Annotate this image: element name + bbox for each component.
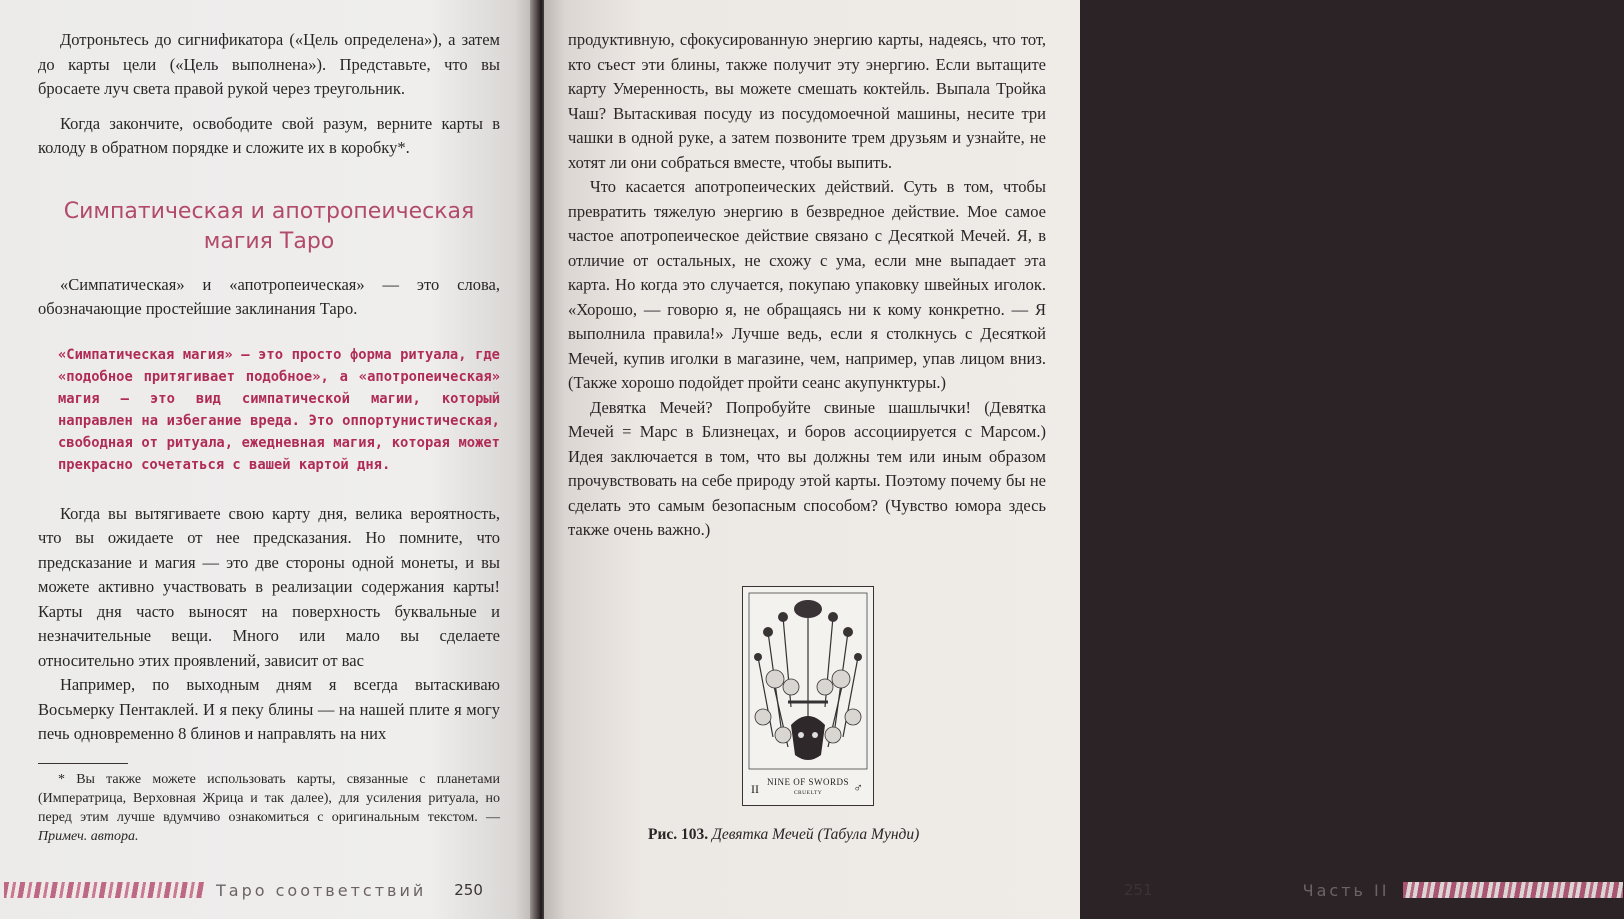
running-title-right: Часть II bbox=[1302, 880, 1390, 900]
footer-ornament-right bbox=[1403, 882, 1623, 898]
paragraph-bottom-2: Например, по выходным дням я всегда вытаскиваю Восьмерку Пентаклей. И я пеку блины — на нашей плите я могу печь одновременно 8 блинов и направлять на них bbox=[38, 675, 500, 743]
footnote-text: * Вы также можете использовать карты, связанные с планетами (Императрица, Верховная Жрица и так далее), для усиления ритуала, но перед этим лучше вдумчиво ознакомиться с оригинальным текстом. — bbox=[38, 771, 500, 825]
left-footer bbox=[0, 877, 536, 903]
section-title-line-2: магия Таро bbox=[203, 228, 335, 254]
paragraph-top-2: Когда закончите, освободите свой разум, верните карты в колоду в обратном порядке и сложите их в коробку*. bbox=[38, 113, 500, 157]
figure-caption-title: Девятка Мечей (Табула Мунди) bbox=[712, 826, 920, 843]
page-number-right: 251 bbox=[1124, 881, 1153, 899]
right-paragraph-1: продуктивную, сфокусированную энергию карты, надеясь, что тот, кто съест эти блины, также получит эту энергию. Если вытащите карту Умеренность, вы можете смешать коктейль. Выпала Тройка Чаш? Вытаскивая посуду из посудомоечной машины, несите три чашки в одной руке, а затем позвоните трем друзьям и узнайте, не хотят ли они собраться вместе, чтобы выпить. bbox=[568, 30, 1046, 172]
footnote bbox=[38, 770, 500, 846]
section-title bbox=[38, 197, 500, 257]
footnote-rule bbox=[38, 763, 128, 764]
right-page bbox=[544, 0, 1390, 919]
right-paragraph-2: Что касается апотропеических действий. Суть в том, чтобы превратить тяжелую энергию в безвредное действие. Мое самое частое апотропеическое действие связано с Десяткой Мечей. Я, в отличие от остальных, не схожу с ума, если мне выпадает эта карта. Но когда это случается, покупаю упаковку швейных иголок. «Хорошо, — говорю я, не обращаясь ни к кому конкретно. — Я выполнила правила!» Лучше ведь, если я столкнусь с Десяткой Мечей, купив иголки в магазине, чем, например, упав лицом вниз. (Также хорошо подойдет пройти сеанс акупунктуры.) bbox=[568, 177, 1046, 392]
paragraph-top-1: Дотроньтесь до сигнификатора («Цель определена»), а затем до карты цели («Цель выполнена»). Представьте, что вы бросаете луч света правой рукой через треугольник. bbox=[38, 30, 500, 98]
card-subtitle: CRUELTY bbox=[793, 790, 823, 796]
card-title: NINE OF SWORDS bbox=[766, 777, 849, 787]
figure-caption-number: Рис. 103. bbox=[648, 826, 709, 843]
section-title-line-1: Симпатическая и апотропеическая bbox=[63, 198, 475, 224]
mars-glyph: ♂ bbox=[853, 780, 863, 795]
tarot-card-figure bbox=[742, 586, 874, 806]
right-page-text bbox=[568, 28, 1046, 543]
figure-caption bbox=[648, 826, 919, 844]
right-paragraph-3: Девятка Мечей? Попробуйте свиные шашлычки! (Девятка Мечей = Марс в Близнецах, и боров ассоциируется с Марсом.) Идея заключается в том, что вы должны тем или иным образом прочувствовать на себе природу этой карты. Поэтому почему бы не сделать это самым безопасным способом? (Чувство юмора здесь также очень важно.) bbox=[568, 397, 1046, 539]
footnote-author: Примеч. автора. bbox=[38, 828, 139, 844]
footer-ornament-left bbox=[4, 882, 204, 898]
gemini-glyph: II bbox=[751, 782, 759, 796]
card-illustration bbox=[743, 587, 873, 773]
left-page bbox=[0, 0, 536, 919]
page-number-left: 250 bbox=[454, 881, 483, 899]
left-page-text bbox=[38, 28, 500, 846]
right-footer bbox=[1088, 877, 1624, 903]
paragraph-bottom-1: Когда вы вытягиваете свою карту дня, велика вероятность, что вы ожидаете от нее предсказания. Но помните, что предсказание и магия — это две стороны одной монеты, и вы можете активно участвовать в реализации содержания карты! Карты дня часто выносят на поверхность буквальные и незначительные вещи. Много или мало вы сделаете относительно этих проявлений, зависит от вас bbox=[38, 503, 500, 670]
running-title-left: Таро соответствий bbox=[216, 880, 427, 900]
highlight-box: «Симпатическая магия» — это просто форма ритуала, где «подобное притягивает подобное», а «апотропеическая» магия — это вид симпатической магии, который направлен на избегание вреда. Это оппортунистическая, свободная от ритуала, ежедневная магия, которая может прекрасно сочетаться с вашей картой дня. bbox=[58, 346, 500, 473]
intro-paragraph: «Симпатическая» и «апотропеическая» — это слова, обозначающие простейшие заклинания Таро. bbox=[38, 274, 500, 318]
